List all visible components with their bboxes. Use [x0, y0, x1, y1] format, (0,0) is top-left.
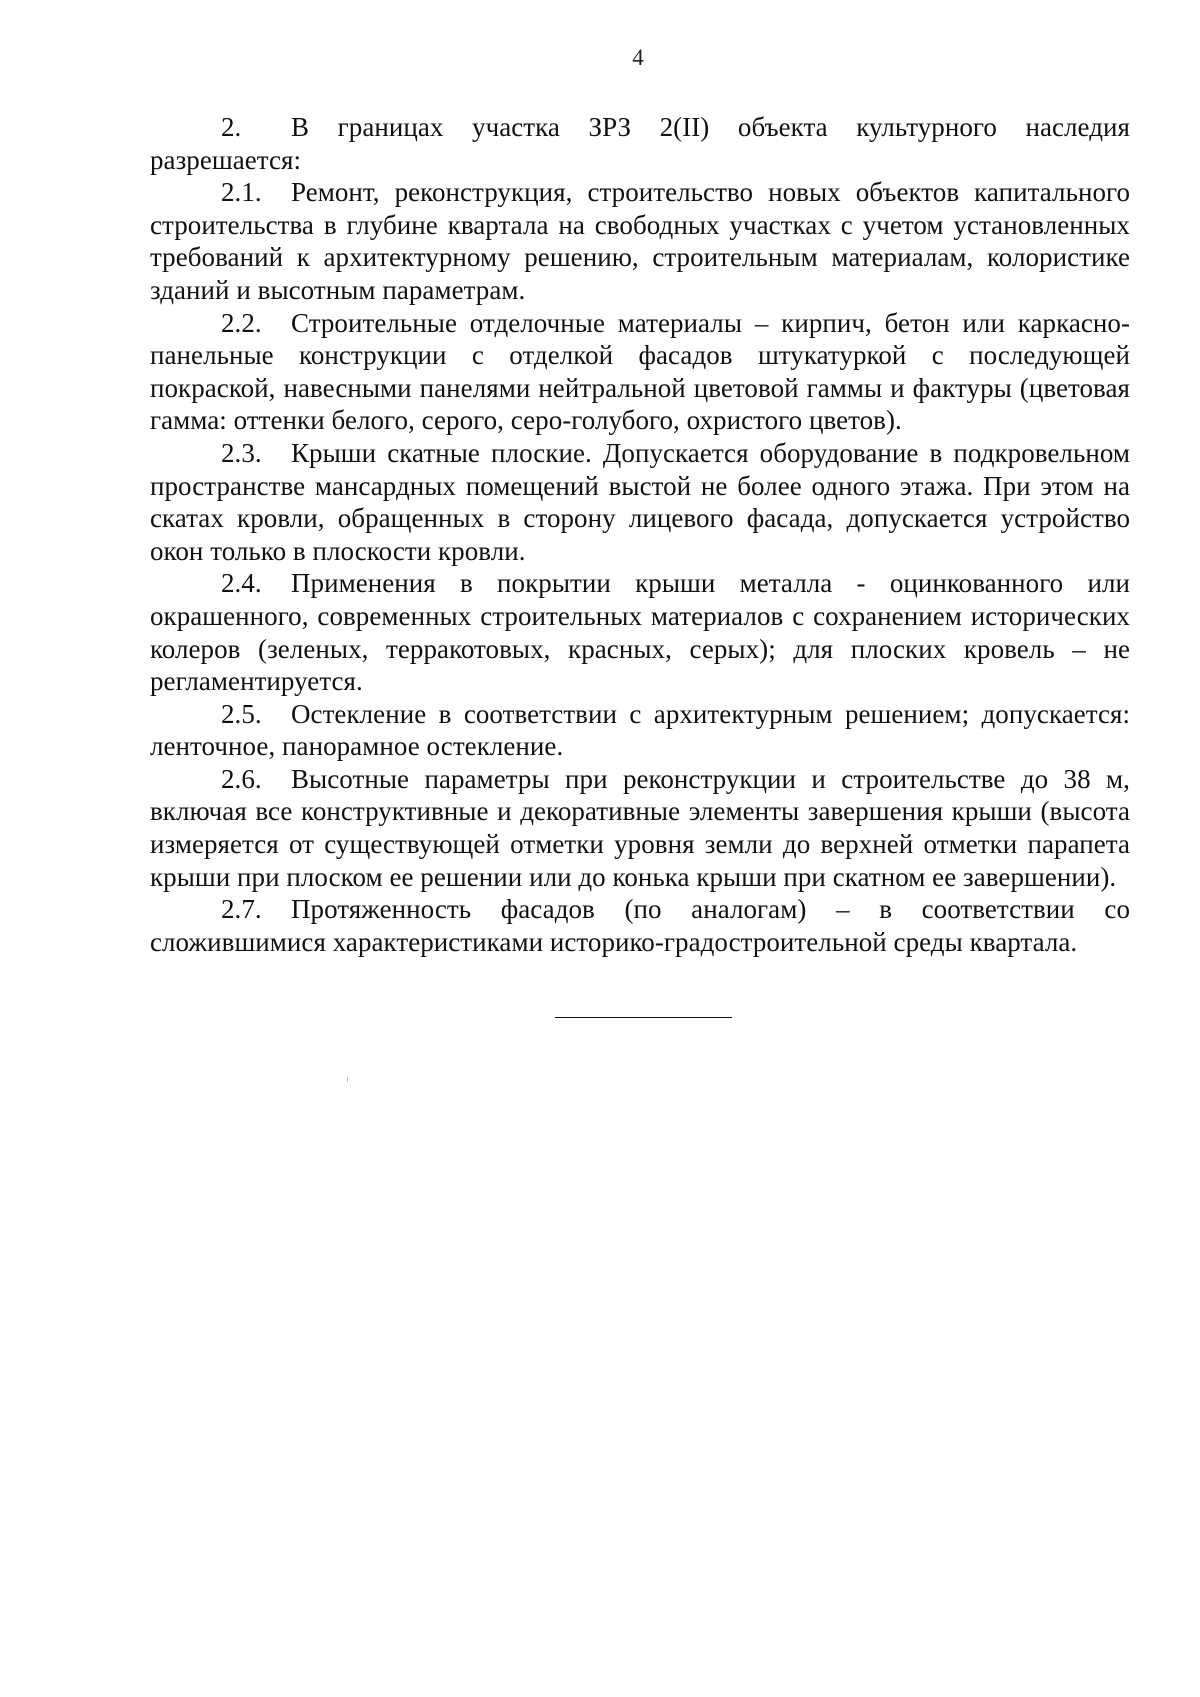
paragraph-number: 2.5.: [221, 698, 262, 729]
paragraph-2-1: [150, 176, 1130, 306]
paragraph-2-4: [150, 567, 1130, 697]
paragraph-text: Высотные параметры при реконструкции и строительстве до 38 м, включая все конструктивные и декоративные элементы завершения крыши (высота измеряется от существующей отметки уровня земли до верхней отметки парапета крыши при плоском ее решении или до конька крыши при скатном ее завершении).: [150, 763, 1130, 892]
paragraph-text: Протяженность фасадов (по аналогам) – в соответствии со сложившимися характеристиками историко-градостроительной среды квартала.: [150, 894, 1130, 957]
paragraph-number: 2.7.: [221, 894, 262, 925]
paragraph-number: 2.4.: [221, 568, 262, 599]
paragraph-text: Ремонт, реконструкция, строительство новых объектов капитального строительства в глубине квартала на свободных участках с учетом установленных требований к архитектурному решению, строительным материалам, колористике зданий и высотным параметрам.: [150, 177, 1130, 305]
paragraph-number: 2.2.: [221, 307, 262, 338]
paragraph-text: Остекление в соответствии с архитектурным решением; допускается: ленточное, панорамное остекление.: [150, 698, 1130, 762]
document-body: [150, 111, 1130, 958]
paragraph-text: В границах участка ЗРЗ 2(II) объекта культурного наследия разрешается:: [150, 112, 1130, 175]
end-of-text-rule: [555, 1017, 732, 1018]
paragraph-number: 2.6.: [221, 763, 262, 794]
paragraph-number: 2.: [221, 112, 242, 142]
scan-speck: [347, 1077, 348, 1082]
paragraph-2-3: [150, 437, 1130, 567]
paragraph-number: 2.3.: [221, 437, 262, 468]
paragraph-2: [150, 111, 1130, 176]
paragraph-number: 2.1.: [221, 177, 262, 208]
paragraph-2-6: [150, 763, 1130, 893]
page-number: 4: [632, 45, 644, 70]
paragraph-2-5: [150, 698, 1130, 763]
paragraph-text: Строительные отделочные материалы – кирпич, бетон или каркасно-панельные конструкции с отделкой фасадов штукатуркой с последующей покраской, навесными панелями нейтральной цветовой гаммы и фактуры (цветовая гамма: оттенки белого, серого, серо-голубого, охристого цветов).: [150, 307, 1130, 436]
paragraph-text: Крыши скатные плоские. Допускается оборудование в подкровельном пространстве мансардных помещений выстой не более одного этажа. При этом на скатах кровли, обращенных в сторону лицевого фасада, допускается устройство окон только в плоскости кровли.: [150, 437, 1130, 566]
paragraph-text: Применения в покрытии крыши металла - оцинкованного или окрашенного, современных строительных материалов с сохранением исторических колеров (зеленых, терракотовых, красных, серых); для плоских кровель – не регламентируется.: [150, 568, 1130, 697]
paragraph-2-2: [150, 307, 1130, 437]
paragraph-2-7: [150, 893, 1130, 958]
